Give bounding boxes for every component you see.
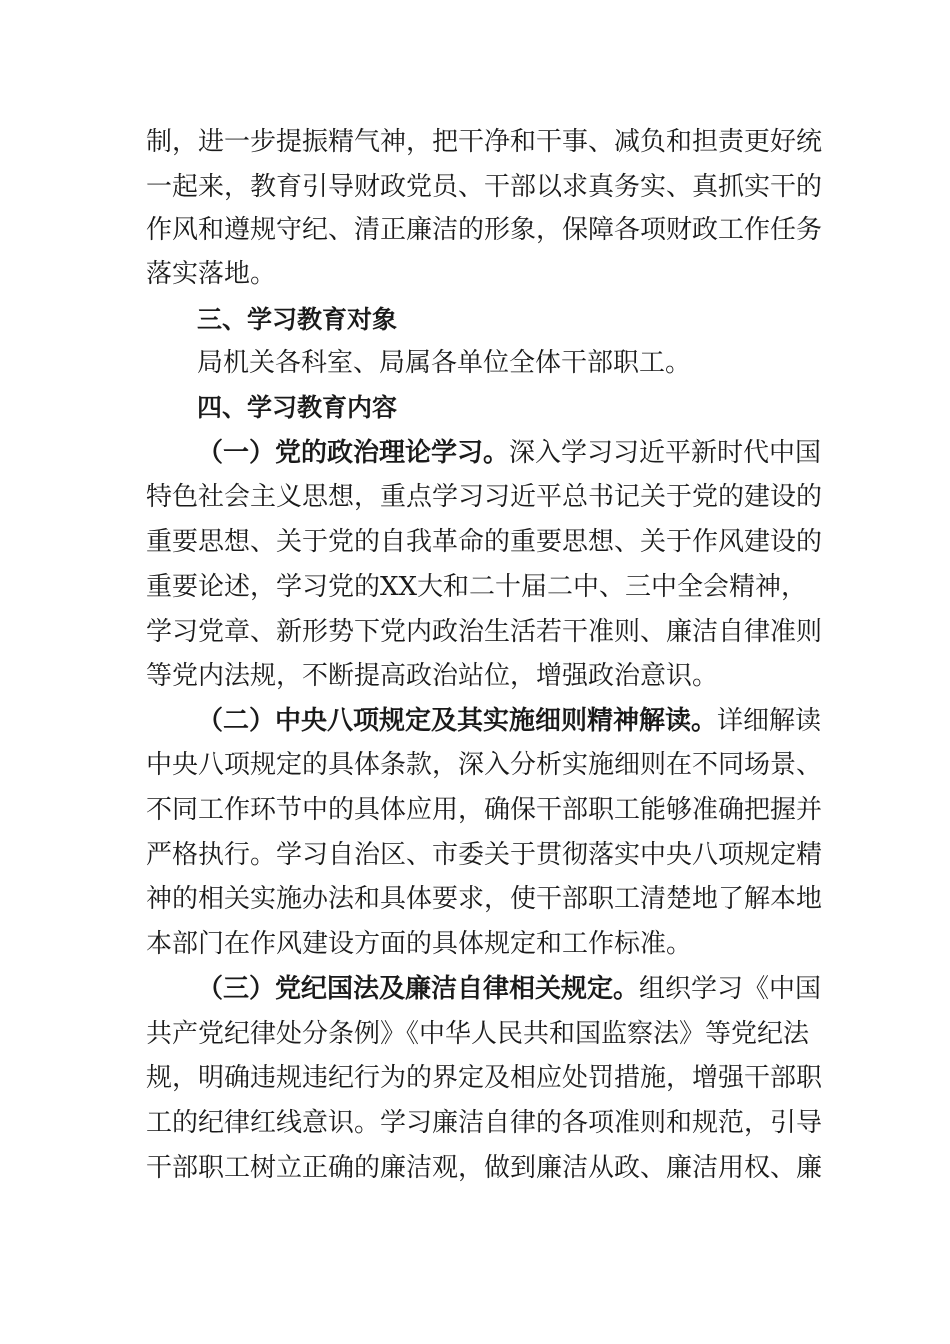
paragraph-line: 等党内法规，不断提高政治站位，增强政治意识。 — [146, 661, 719, 691]
section-heading-3: 三、学习教育对象 — [197, 305, 398, 334]
item-2-first-line — [197, 699, 821, 743]
item-1-lead: （一）党的政治理论学习。 — [197, 438, 510, 468]
item-3-first-rest: 组织学习《中国 — [639, 974, 822, 1004]
section-heading-4: 四、学习教育内容 — [197, 393, 398, 422]
paragraph-line: 中央八项规定的具体条款，深入分析实施细则在不同场景、 — [146, 750, 823, 780]
paragraph-line: 共产党纪律处分条例》《中华人民共和国监察法》等党纪法 — [146, 1019, 810, 1049]
paragraph-line: 干部职工树立正确的廉洁观，做到廉洁从政、廉洁用权、廉 — [146, 1153, 823, 1183]
paragraph-line: 特色社会主义思想，重点学习习近平总书记关于党的建设的 — [146, 482, 823, 512]
paragraph-line: 严格执行。学习自治区、市委关于贯彻落实中央八项规定精 — [146, 840, 823, 870]
item-2-lead: （二）中央八项规定及其实施细则精神解读。 — [197, 706, 718, 736]
item-2-first-rest: 详细解读 — [717, 706, 822, 736]
paragraph-line: 一起来，教育引导财政党员、干部以求真务实、真抓实干的 — [146, 172, 823, 202]
item-3-lead: （三）党纪国法及廉洁自律相关规定。 — [197, 974, 640, 1004]
paragraph-line: 作风和遵规守纪、清正廉洁的形象，保障各项财政工作任务 — [146, 215, 823, 245]
item-1-first-rest: 深入学习习近平新时代中国 — [509, 438, 822, 468]
paragraph-line: 规，明确违规违纪行为的界定及相应处罚措施，增强干部职 — [146, 1063, 823, 1093]
paragraph-line: 重要论述，学习党的XX大和二十届二中、三中全会精神， — [146, 572, 808, 602]
paragraph-line: 落实落地。 — [146, 259, 277, 289]
paragraph-line: 不同工作环节中的具体应用，确保干部职工能够准确把握并 — [146, 795, 823, 825]
paragraph-line: 学习党章、新形势下党内政治生活若干准则、廉洁自律准则 — [146, 617, 823, 647]
paragraph-line: 制，进一步提振精气神，把干净和干事、减负和担责更好统 — [146, 127, 823, 157]
paragraph-line: 神的相关实施办法和具体要求，使干部职工清楚地了解本地 — [146, 884, 823, 914]
item-1-first-line — [197, 431, 821, 475]
paragraph-line: 本部门在作风建设方面的具体规定和工作标准。 — [146, 929, 693, 959]
paragraph-line: 重要思想、关于党的自我革命的重要思想、关于作风建设的 — [146, 527, 823, 557]
item-3-first-line — [197, 967, 821, 1011]
paragraph-line: 工的纪律红线意识。学习廉洁自律的各项准则和规范，引导 — [146, 1108, 823, 1138]
subjects-paragraph: 局机关各科室、局属各单位全体干部职工。 — [197, 348, 692, 378]
